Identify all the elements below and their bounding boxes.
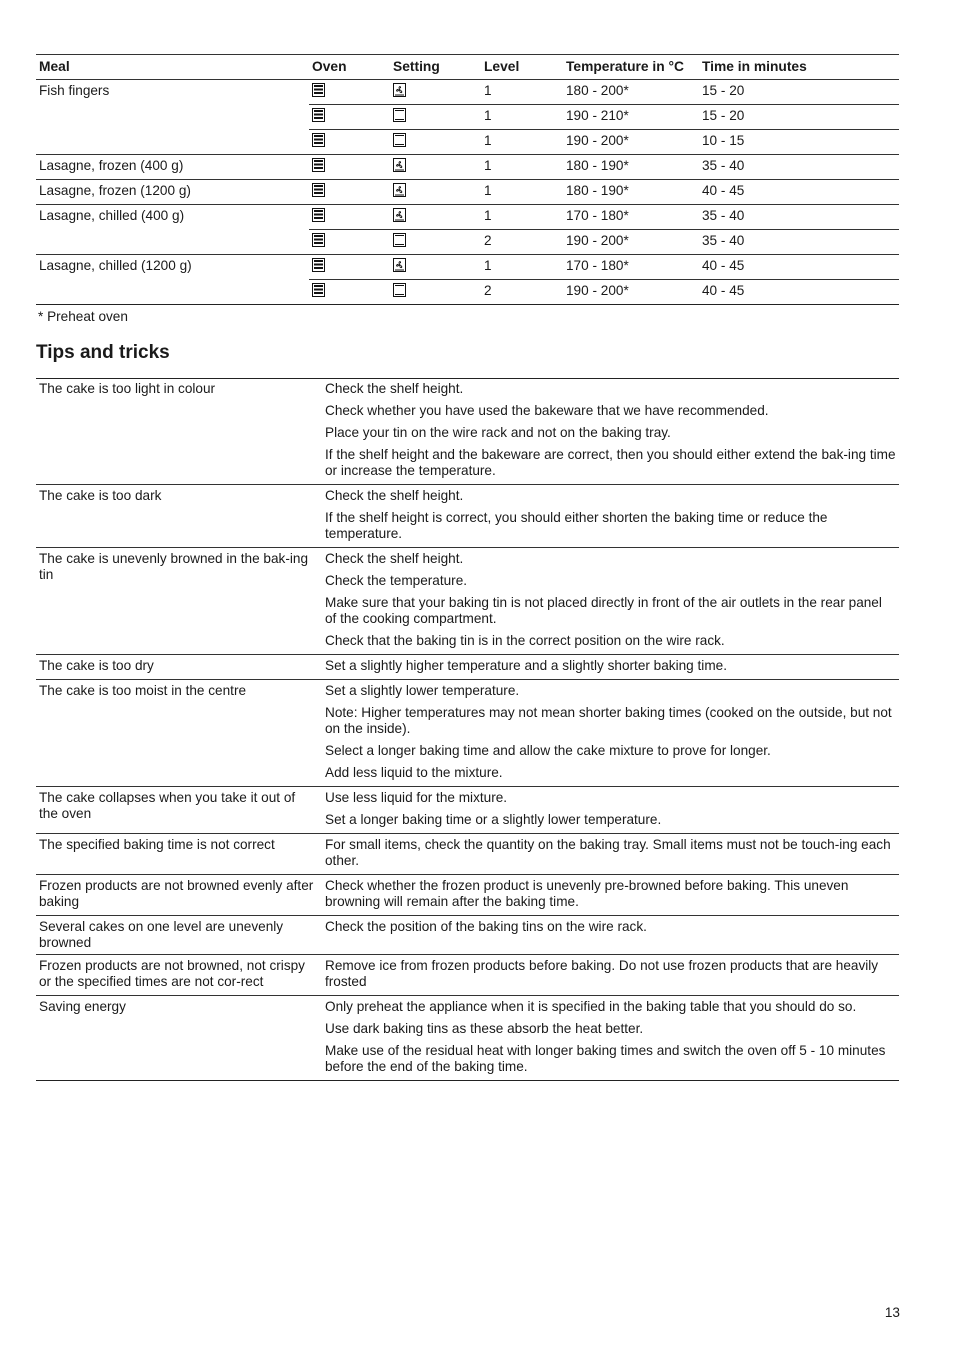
level-value: 1 [481, 255, 563, 280]
temperature-value: 170 - 180* [563, 205, 699, 230]
tip-solutions [322, 834, 899, 875]
tip-row [36, 996, 899, 1081]
col-header-setting: Setting [390, 55, 481, 80]
hot-air-icon [393, 183, 406, 198]
meal-name [36, 230, 309, 255]
tip-solutions [322, 379, 899, 485]
tip-solution: If the shelf height and the bakeware are correct, then you should either extend the bak-ing time or increase the temperature. [325, 447, 896, 478]
section-title: Tips and tricks [36, 342, 170, 363]
level-value: 1 [481, 80, 563, 105]
time-value: 40 - 45 [699, 255, 899, 280]
meal-name: Fish fingers [36, 80, 309, 105]
time-value: 35 - 40 [699, 230, 899, 255]
tip-solution: Add less liquid to the mixture. [325, 765, 503, 780]
tip-solution: Set a slightly higher temperature and a slightly shorter baking time. [325, 658, 727, 673]
tip-problem: The specified baking time is not correct [36, 834, 322, 875]
table-row [36, 155, 899, 180]
tip-problem: Frozen products are not browned, not crispy or the specified times are not cor-rect [36, 955, 322, 996]
oven-icon [312, 108, 325, 123]
page-number: 13 [884, 1305, 900, 1320]
table-row [36, 180, 899, 205]
top-bottom-heat-icon [393, 108, 406, 123]
hot-air-icon [393, 83, 406, 98]
page-content [36, 54, 899, 1081]
level-value: 1 [481, 105, 563, 130]
level-value: 1 [481, 180, 563, 205]
meal-name: Lasagne, chilled (1200 g) [36, 255, 309, 280]
tip-solutions [322, 787, 899, 834]
tip-solution: Select a longer baking time and allow the cake mixture to prove for longer. [325, 743, 771, 758]
meal-name: Lasagne, chilled (400 g) [36, 205, 309, 230]
table-row [36, 130, 899, 155]
col-header-oven: Oven [309, 55, 390, 80]
tip-problem: The cake is unevenly browned in the bak-ing tin [36, 548, 322, 655]
temperature-value: 180 - 190* [563, 155, 699, 180]
tip-solution: Use dark baking tins as these absorb the heat better. [325, 1021, 644, 1036]
table-row [36, 255, 899, 280]
tip-solution: Note: Higher temperatures may not mean shorter baking times (cooked on the outside, but not on the inside). [325, 705, 892, 736]
oven-icon [312, 183, 325, 198]
hot-air-icon [393, 208, 406, 223]
tip-solution: Check whether you have used the bakeware that we have recommended. [325, 403, 769, 418]
temperature-value: 170 - 180* [563, 255, 699, 280]
preheat-footnote: * Preheat oven [38, 309, 128, 324]
meal-name [36, 105, 309, 130]
time-value: 40 - 45 [699, 280, 899, 305]
time-value: 35 - 40 [699, 155, 899, 180]
col-header-level: Level [481, 55, 563, 80]
tip-solutions [322, 680, 899, 787]
col-header-temperature: Temperature in °C [563, 55, 699, 80]
tip-problem: The cake is too light in colour [36, 379, 322, 485]
tip-solution: Check that the baking tin is in the correct position on the wire rack. [325, 633, 725, 648]
table-row [36, 80, 899, 105]
tip-solution: Remove ice from frozen products before baking. Do not use frozen products that are heavily frosted [325, 958, 879, 989]
level-value: 2 [481, 230, 563, 255]
time-value: 10 - 15 [699, 130, 899, 155]
level-value: 1 [481, 130, 563, 155]
col-header-meal: Meal [36, 55, 309, 80]
level-value: 2 [481, 280, 563, 305]
top-bottom-heat-icon [393, 133, 406, 148]
tip-row [36, 787, 899, 834]
temperature-value: 190 - 200* [563, 230, 699, 255]
table-row [36, 230, 899, 255]
tip-problem: Frozen products are not browned evenly after baking [36, 875, 322, 916]
meal-table-header [36, 55, 899, 80]
tip-solution: Check the shelf height. [325, 551, 464, 566]
oven-icon [312, 133, 325, 148]
meal-name: Lasagne, frozen (400 g) [36, 155, 309, 180]
tip-row [36, 875, 899, 916]
tip-row [36, 680, 899, 787]
level-value: 1 [481, 155, 563, 180]
top-bottom-heat-icon [393, 283, 406, 298]
tip-problem: The cake is too dark [36, 485, 322, 548]
tips-table [36, 378, 899, 1081]
tip-solution: Make sure that your baking tin is not placed directly in front of the air outlets in the rear panel of the cooking compartment. [325, 595, 882, 626]
oven-icon [312, 83, 325, 98]
oven-icon [312, 283, 325, 298]
tip-solution: Only preheat the appliance when it is specified in the baking table that you should do so. [325, 999, 857, 1014]
tip-solution: Use less liquid for the mixture. [325, 790, 508, 805]
tip-problem: Saving energy [36, 996, 322, 1081]
time-value: 15 - 20 [699, 105, 899, 130]
time-value: 40 - 45 [699, 180, 899, 205]
tip-solutions [322, 485, 899, 548]
top-bottom-heat-icon [393, 233, 406, 248]
tip-row [36, 548, 899, 655]
tip-row [36, 485, 899, 548]
col-header-time: Time in minutes [699, 55, 899, 80]
meal-table [36, 54, 899, 305]
tip-problem: The cake is too dry [36, 655, 322, 680]
temperature-value: 180 - 200* [563, 80, 699, 105]
tip-solution: Check the shelf height. [325, 488, 464, 503]
tip-solution: If the shelf height is correct, you should either shorten the baking time or reduce the temperature. [325, 510, 828, 541]
tip-solutions [322, 548, 899, 655]
hot-air-icon [393, 258, 406, 273]
time-value: 35 - 40 [699, 205, 899, 230]
table-row [36, 280, 899, 305]
oven-icon [312, 233, 325, 248]
tip-solution: Place your tin on the wire rack and not on the baking tray. [325, 425, 671, 440]
tip-solution: For small items, check the quantity on the baking tray. Small items must not be touch-ing each other. [325, 837, 891, 868]
tip-problem: The cake collapses when you take it out of the oven [36, 787, 322, 834]
temperature-value: 190 - 200* [563, 280, 699, 305]
tip-solutions [322, 655, 899, 680]
oven-icon [312, 158, 325, 173]
time-value: 15 - 20 [699, 80, 899, 105]
oven-icon [312, 208, 325, 223]
tip-solution: Check the temperature. [325, 573, 468, 588]
tip-solution: Check the position of the baking tins on the wire rack. [325, 919, 647, 934]
tip-solution: Set a slightly lower temperature. [325, 683, 520, 698]
table-row [36, 105, 899, 130]
tip-solution: Check whether the frozen product is unevenly pre-browned before baking. This uneven browning will remain after the baking time. [325, 878, 849, 909]
meal-name: Lasagne, frozen (1200 g) [36, 180, 309, 205]
oven-icon [312, 258, 325, 273]
tip-solution: Check the shelf height. [325, 381, 464, 396]
temperature-value: 180 - 190* [563, 180, 699, 205]
tip-row [36, 379, 899, 485]
tip-problem: Several cakes on one level are unevenly browned [36, 916, 322, 955]
table-row [36, 205, 899, 230]
meal-name [36, 130, 309, 155]
tip-solution: Make use of the residual heat with longer baking times and switch the oven off 5 - 10 minutes before the end of the baking time. [325, 1043, 886, 1074]
tip-solution: Set a longer baking time or a slightly lower temperature. [325, 812, 662, 827]
tip-solutions [322, 875, 899, 916]
tip-row [36, 834, 899, 875]
hot-air-icon [393, 158, 406, 173]
tip-row [36, 955, 899, 996]
meal-name [36, 280, 309, 305]
level-value: 1 [481, 205, 563, 230]
tip-row [36, 655, 899, 680]
tip-solutions [322, 996, 899, 1081]
tip-problem: The cake is too moist in the centre [36, 680, 322, 787]
temperature-value: 190 - 200* [563, 130, 699, 155]
tip-row [36, 916, 899, 955]
temperature-value: 190 - 210* [563, 105, 699, 130]
tip-solutions [322, 916, 899, 955]
tip-solutions [322, 955, 899, 996]
